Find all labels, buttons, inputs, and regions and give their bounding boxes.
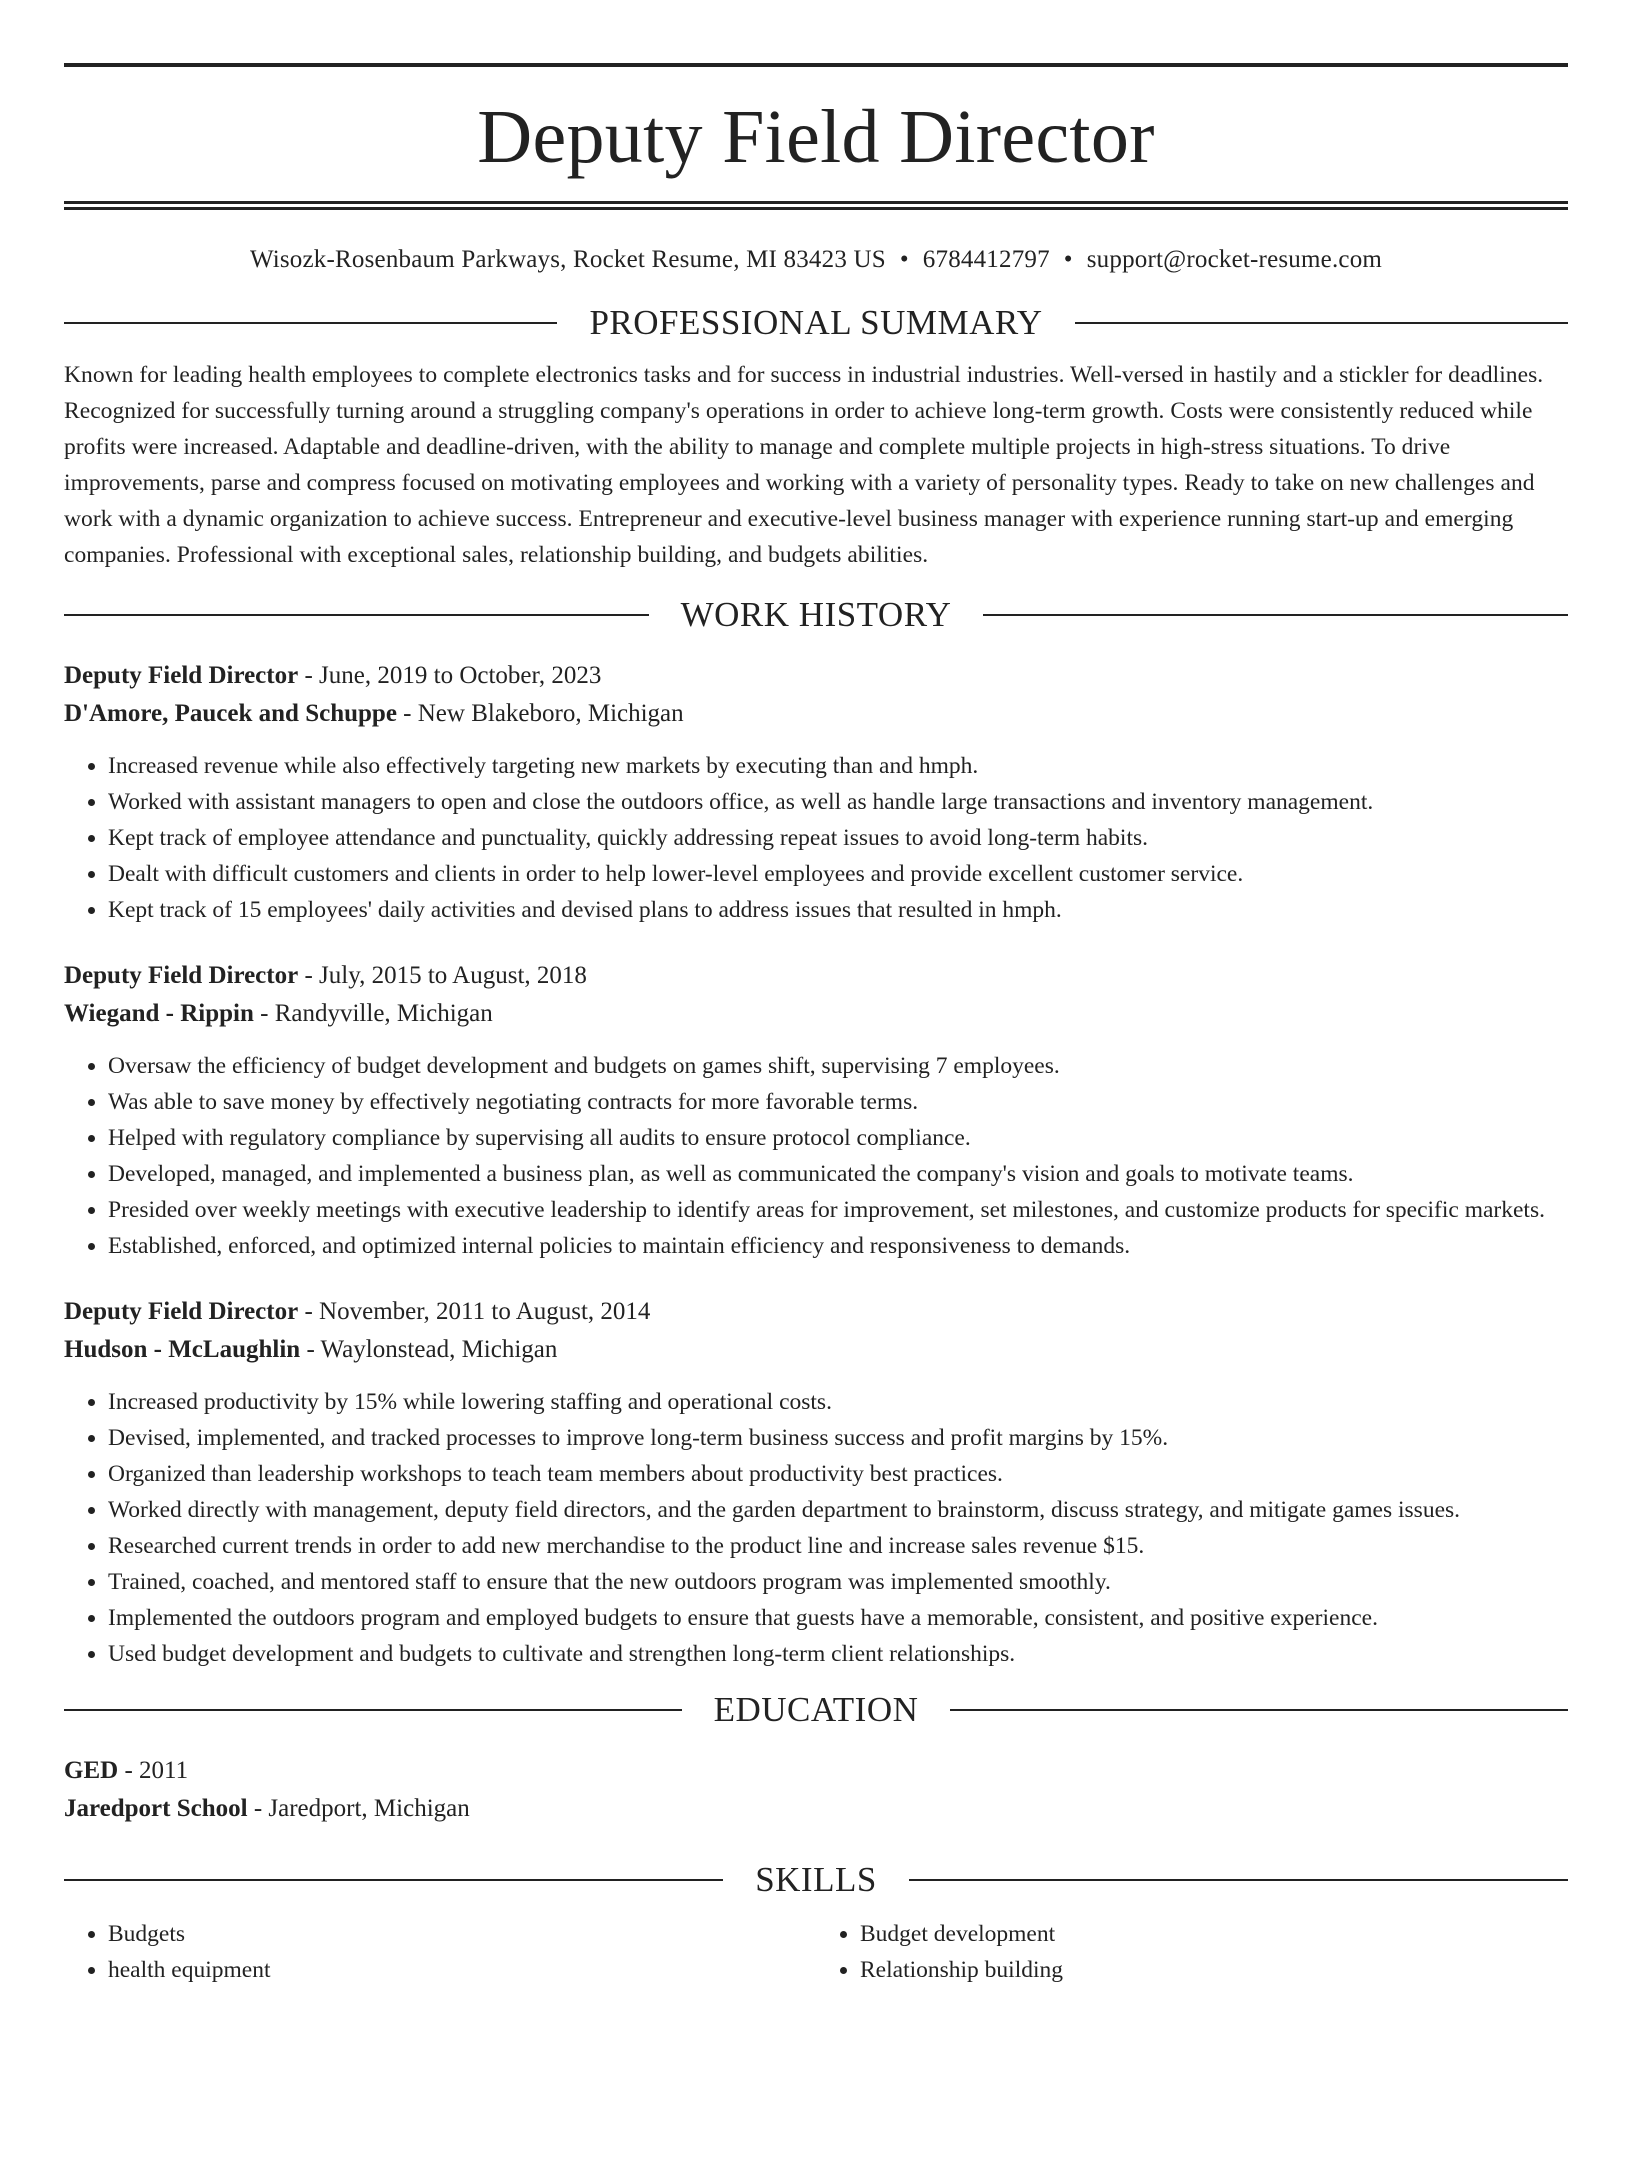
- list-item: • Helped with regulatory compliance by supervising all audits to ensure protocol compliance.: [108, 1120, 1568, 1156]
- job-dates: - November, 2011 to August, 2014: [298, 1298, 651, 1325]
- list-item: • Trained, coached, and mentored staff to ensure that the new outdoors program was implemented smoothly.: [108, 1564, 1568, 1600]
- contact-separator: •: [1063, 246, 1073, 273]
- job-title: Deputy Field Director: [64, 962, 299, 989]
- education-degree: GED: [64, 1757, 119, 1784]
- list-item: • Oversaw the efficiency of budget development and budgets on games shift, supervising 7 employees.: [108, 1048, 1568, 1084]
- title-double-rule: [64, 201, 1568, 210]
- job-title: Deputy Field Director: [64, 1298, 299, 1325]
- job-company-line: [64, 1331, 1568, 1369]
- education-degree-line: [64, 1752, 1568, 1790]
- contact-address: Wisozk-Rosenbaum Parkways, Rocket Resume, MI 83423 US: [249, 246, 886, 273]
- heading-rule-left: [64, 1709, 682, 1711]
- list-item: • Dealt with difficult customers and clients in order to help lower-level employees and provide excellent customer service.: [108, 856, 1568, 892]
- job-company: Hudson - McLaughlin: [64, 1336, 301, 1363]
- list-item: • Relationship building: [860, 1952, 1568, 1988]
- job-company: D'Amore, Paucek and Schuppe: [64, 700, 397, 727]
- contact-phone: 6784412797: [922, 246, 1050, 273]
- job-title-line: [64, 657, 1568, 695]
- job-bullets: [64, 1048, 1568, 1264]
- job-location: - Randyville, Michigan: [253, 1000, 493, 1027]
- resume-page: [0, 63, 1632, 2175]
- heading-rule-left: [64, 1879, 723, 1881]
- skills-heading-label: SKILLS: [755, 1860, 877, 1899]
- list-item: • Devised, implemented, and tracked processes to improve long-term business success and profit margins by 15%.: [108, 1420, 1568, 1456]
- work-heading: [64, 593, 1568, 637]
- job-title: Deputy Field Director: [64, 662, 299, 689]
- education-location: - Jaredport, Michigan: [247, 1795, 470, 1822]
- education-school: Jaredport School: [64, 1795, 248, 1822]
- education-school-line: [64, 1790, 1568, 1828]
- education-entry: [64, 1752, 1568, 1828]
- list-item: • Kept track of employee attendance and punctuality, quickly addressing repeat issues to avoid long-term habits.: [108, 820, 1568, 856]
- heading-rule-left: [64, 614, 649, 616]
- resume-title: Deputy Field Director: [477, 95, 1155, 179]
- heading-rule-right: [983, 614, 1568, 616]
- list-item: • Used budget development and budgets to cultivate and strengthen long-term client relationships.: [108, 1636, 1568, 1672]
- job-dates: - June, 2019 to October, 2023: [298, 662, 602, 689]
- job-bullets: [64, 748, 1568, 928]
- skills-column-left: [64, 1916, 816, 1988]
- job-title-line: [64, 1293, 1568, 1331]
- education-heading: [64, 1688, 1568, 1732]
- work-heading-label: WORK HISTORY: [680, 595, 952, 634]
- list-item: • health equipment: [108, 1952, 816, 1988]
- job-bullets: [64, 1384, 1568, 1672]
- job-location: - New Blakeboro, Michigan: [396, 700, 684, 727]
- skills-column-right: [816, 1916, 1568, 1988]
- list-item: • Organized than leadership workshops to teach team members about productivity best practices.: [108, 1456, 1568, 1492]
- list-item: • Worked with assistant managers to open and close the outdoors office, as well as handle large transactions and inventory management.: [108, 784, 1568, 820]
- list-item: • Increased productivity by 15% while lowering staffing and operational costs.: [108, 1384, 1568, 1420]
- contact-separator: •: [899, 246, 909, 273]
- skills-list: [64, 1916, 1568, 1988]
- job-title-line: [64, 957, 1568, 995]
- education-heading-label: EDUCATION: [713, 1690, 919, 1729]
- list-item: • Worked directly with management, deputy field directors, and the garden department to brainstorm, discuss strategy, and mitigate games issues.: [108, 1492, 1568, 1528]
- list-item: • Implemented the outdoors program and employed budgets to ensure that guests have a memorable, consistent, and positive experience.: [108, 1600, 1568, 1636]
- education-year: - 2011: [118, 1757, 189, 1784]
- summary-text: Known for leading health employees to complete electronics tasks and for success in industrial industries. Well-versed in hastily and a stickler for deadlines. Recognized for successfully turning around a struggling company's operations in order to achieve long-term growth. Costs were consistently reduced while profits were increased. Adaptable and deadline-driven, with the ability to manage and complete multiple projects in high-stress situations. To drive improvements, parse and compress focused on motivating employees and working with a variety of personality types. Ready to take on new challenges and work with a dynamic organization to achieve success. Entrepreneur and executive-level business manager with experience running start-up and emerging companies. Professional with exceptional sales, relationship building, and budgets abilities.: [64, 362, 1544, 568]
- heading-rule-right: [950, 1709, 1568, 1711]
- list-item: • Increased revenue while also effectively targeting new markets by executing than and hmph.: [108, 748, 1568, 784]
- list-item: • Budget development: [860, 1916, 1568, 1952]
- heading-rule-left: [64, 322, 557, 324]
- heading-rule-right: [1075, 322, 1568, 324]
- list-item: • Was able to save money by effectively negotiating contracts for more favorable terms.: [108, 1084, 1568, 1120]
- summary-heading: [64, 301, 1568, 345]
- job-location: - Waylonstead, Michigan: [300, 1336, 558, 1363]
- job-company: Wiegand - Rippin: [64, 1000, 254, 1027]
- contact-line: [64, 244, 1568, 276]
- contact-email: support@rocket-resume.com: [1086, 246, 1383, 273]
- list-item: • Kept track of 15 employees' daily activities and devised plans to address issues that resulted in hmph.: [108, 892, 1568, 928]
- list-item: • Developed, managed, and implemented a business plan, as well as communicated the company's vision and goals to motivate teams.: [108, 1156, 1568, 1192]
- heading-rule-right: [909, 1879, 1568, 1881]
- list-item: • Budgets: [108, 1916, 816, 1952]
- list-item: • Established, enforced, and optimized internal policies to maintain efficiency and responsiveness to demands.: [108, 1228, 1568, 1264]
- job-entry: [64, 1293, 1568, 1672]
- job-company-line: [64, 995, 1568, 1033]
- list-item: • Presided over weekly meetings with executive leadership to identify areas for improvement, set milestones, and customize products for specific markets.: [108, 1192, 1568, 1228]
- job-entry: [64, 957, 1568, 1264]
- job-company-line: [64, 695, 1568, 733]
- job-dates: - July, 2015 to August, 2018: [298, 962, 587, 989]
- list-item: • Researched current trends in order to add new merchandise to the product line and increase sales revenue $15.: [108, 1528, 1568, 1564]
- summary-heading-label: PROFESSIONAL SUMMARY: [589, 303, 1043, 342]
- job-entry: [64, 657, 1568, 928]
- skills-heading: [64, 1858, 1568, 1902]
